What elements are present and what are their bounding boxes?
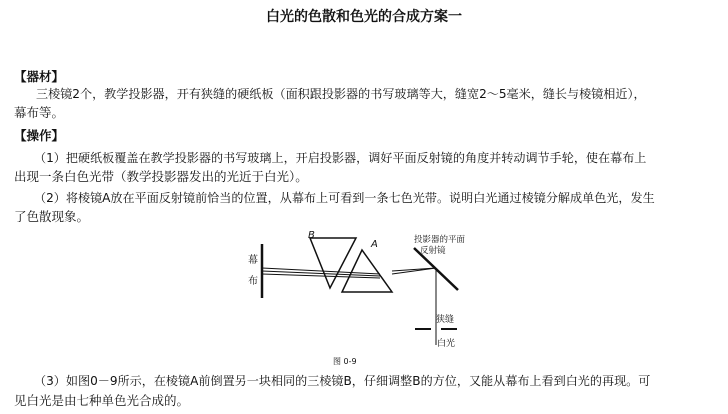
prism-b-label: B (308, 230, 315, 241)
prism-a-label: A (371, 239, 378, 250)
step2-text-line2: 了色散现象。 (14, 209, 90, 224)
slit-label: 狭缝 (436, 315, 455, 325)
white-light-label: 白光 (437, 339, 456, 349)
prism-b (310, 238, 356, 288)
step3-text-line2: 见白光是由七种单色光合成的。 (14, 393, 190, 408)
mirror-label-1: 投影器的平面 (414, 235, 466, 245)
figure-caption: 图 0-9 (333, 357, 357, 366)
step1-text-line2: 出现一条白色光带（教学投影器发出的光近于白光）。 (14, 169, 308, 184)
materials-heading: 【器材】 (14, 69, 65, 84)
prism-a (342, 250, 392, 292)
light-rays (262, 268, 436, 345)
step1-text-line1: （1）把硬纸板覆盖在教学投影器的书写玻璃上，开启投影器，调好平面反射镜的角度并转动调节手轮，使在幕布上 (34, 151, 647, 165)
step2-text-line1: （2）将棱镜A放在平面反射镜前恰当的位置，从幕布上可看到一条七色光带。说明白光通过棱镜分解成单色光，发生 (34, 191, 655, 205)
step3-text-line1: （3）如图0－9所示，在棱镜A前倒置另一块相同的三棱镜B，仔细调整B的方位，又能从幕布上看到白光的再现。可 (34, 374, 651, 388)
materials-text-line2: 幕布等。 (14, 105, 65, 120)
operation-heading: 【操作】 (14, 128, 65, 143)
page-title: 白光的色散和色光的合成方案一 (266, 9, 462, 25)
screen-label-2: 布 (248, 276, 258, 287)
mirror-label-2: 反射镜 (420, 246, 446, 256)
materials-text-line1: 三棱镜2个，教学投影器，开有狭缝的硬纸板（面积跟投影器的书写玻璃等大，缝宽2～5毫米，缝长与棱镜相近）， (36, 87, 646, 101)
screen-label-1: 幕 (248, 255, 258, 266)
